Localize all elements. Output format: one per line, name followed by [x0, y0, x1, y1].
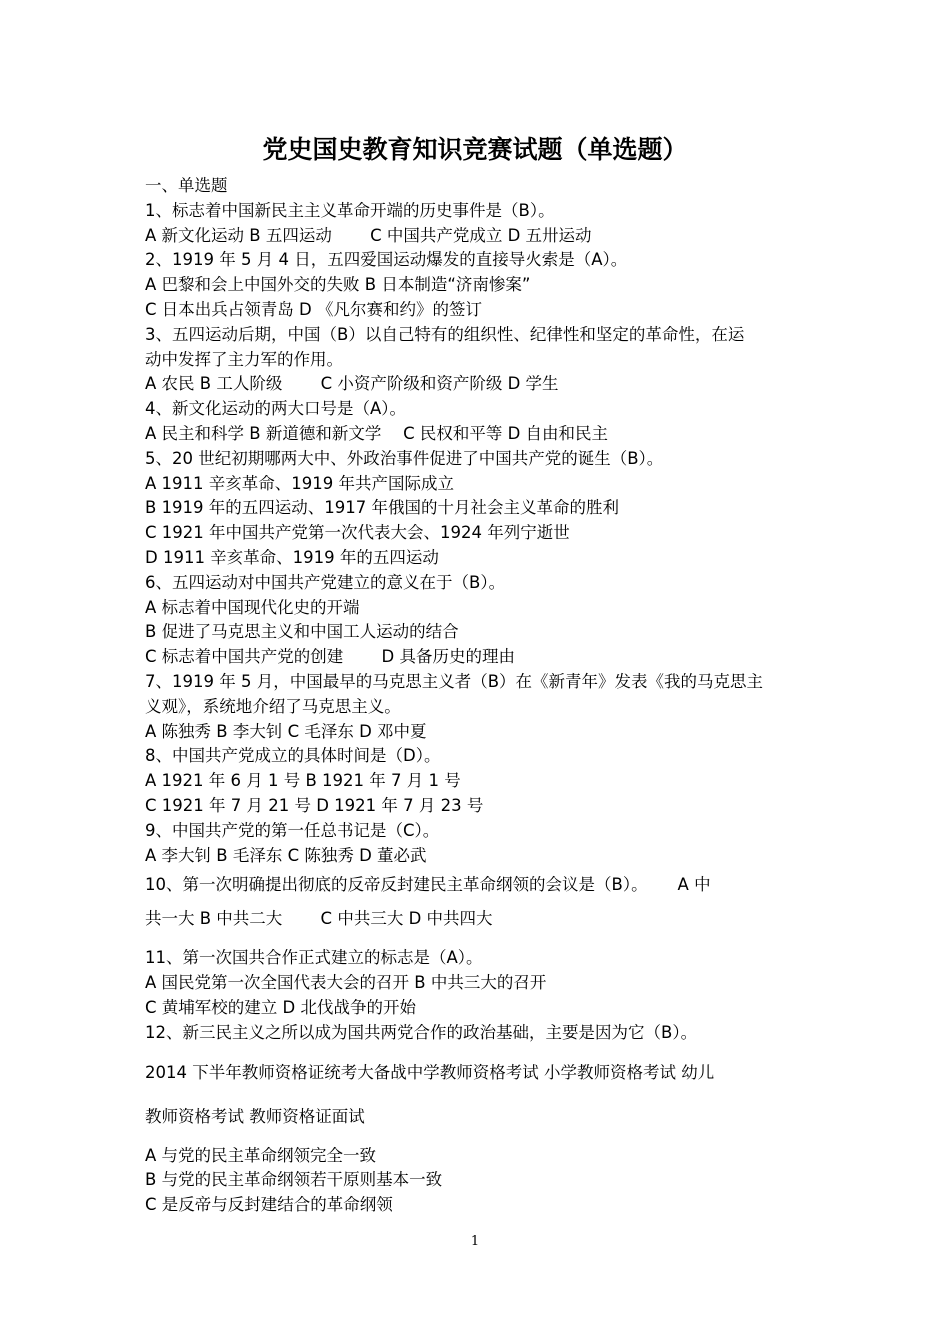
question-7: 7、1919 年 5 月，中国最早的马克思主义者（B）在《新青年》发表《我的马克思主 [145, 671, 764, 691]
question-8: 8、中国共产党成立的具体时间是（D）。 [145, 746, 441, 766]
question-3: 3、五四运动后期，中国（B）以自己特有的组织性、纪律性和坚定的革命性，在运 [145, 324, 745, 344]
question-5-option-c: C 1921 年中国共产党第一次代表大会、1924 年列宁逝世 [145, 523, 570, 543]
question-2-options-ab: A 巴黎和会上中国外交的失败 B 日本制造“济南惨案” [145, 275, 531, 295]
question-10: 10、第一次明确提出彻底的反帝反封建民主革命纲领的会议是（B）。 A 中 [145, 875, 711, 895]
section-heading: 一、单选题 [145, 176, 228, 195]
document-title: 党史国史教育知识竞赛试题（单选题） [262, 135, 688, 164]
page-number: 1 [470, 1234, 480, 1249]
question-2-options-cd: C 日本出兵占领青岛 D 《凡尔赛和约》的签订 [145, 299, 482, 319]
question-7-options: A 陈独秀 B 李大钊 C 毛泽东 D 邓中夏 [145, 721, 427, 741]
question-3-options: A 农民 B 工人阶级 C 小资产阶级和资产阶级 D 学生 [145, 374, 559, 394]
advertisement-line-1: 2014 下半年教师资格证统考大备战中学教师资格考试 小学教师资格考试 幼儿 [145, 1062, 715, 1082]
question-9-options: A 李大钊 B 毛泽东 C 陈独秀 D 董必武 [145, 845, 427, 865]
question-2: 2、1919 年 5 月 4 日，五四爱国运动爆发的直接导火索是（A）。 [145, 250, 628, 270]
question-8-options-ab: A 1921 年 6 月 1 号 B 1921 年 7 月 1 号 [145, 771, 461, 791]
advertisement-line-2: 教师资格考试 教师资格证面试 [145, 1106, 365, 1126]
question-6: 6、五四运动对中国共产党建立的意义在于（B）。 [145, 572, 506, 592]
question-5-option-b: B 1919 年的五四运动、1917 年俄国的十月社会主义革命的胜利 [145, 498, 620, 518]
document-body [145, 174, 810, 1218]
question-11-options-ab: A 国民党第一次全国代表大会的召开 B 中共三大的召开 [145, 973, 547, 993]
question-9: 9、中国共产党的第一任总书记是（C）。 [145, 820, 440, 840]
question-12-option-a: A 与党的民主革命纲领完全一致 [145, 1145, 377, 1165]
question-11: 11、第一次国共合作正式建立的标志是（A）。 [145, 948, 483, 968]
question-5-option-d: D 1911 辛亥革命、1919 年的五四运动 [145, 547, 439, 567]
question-1: 1、标志着中国新民主主义革命开端的历史事件是（B）。 [145, 200, 555, 220]
question-11-options-cd: C 黄埔军校的建立 D 北伐战争的开始 [145, 997, 416, 1017]
question-6-option-b: B 促进了马克思主义和中国工人运动的结合 [145, 622, 459, 642]
question-6-options-cd: C 标志着中国共产党的创建 D 具备历史的理由 [145, 647, 515, 667]
question-10-options: 共一大 B 中共二大 C 中共三大 D 中共四大 [145, 909, 493, 929]
question-12-option-c: C 是反帝与反封建结合的革命纲领 [145, 1195, 393, 1215]
question-5: 5、20 世纪初期哪两大中、外政治事件促进了中国共产党的诞生（B）。 [145, 448, 664, 468]
question-12-option-b: B 与党的民主革命纲领若干原则基本一致 [145, 1170, 443, 1190]
question-8-options-cd: C 1921 年 7 月 21 号 D 1921 年 7 月 23 号 [145, 795, 484, 815]
question-5-option-a: A 1911 辛亥革命、1919 年共产国际成立 [145, 473, 455, 493]
question-6-option-a: A 标志着中国现代化史的开端 [145, 597, 360, 617]
question-4-options: A 民主和科学 B 新道德和新文学 C 民权和平等 D 自由和民主 [145, 423, 609, 443]
question-3-continued: 动中发挥了主力军的作用。 [145, 349, 343, 369]
question-1-options: A 新文化运动 B 五四运动 C 中国共产党成立 D 五卅运动 [145, 225, 592, 245]
question-7-continued: 义观》，系统地介绍了马克思主义。 [145, 696, 401, 716]
question-4: 4、新文化运动的两大口号是（A）。 [145, 399, 407, 419]
question-12: 12、新三民主义之所以成为国共两党合作的政治基础，主要是因为它（B）。 [145, 1022, 698, 1042]
